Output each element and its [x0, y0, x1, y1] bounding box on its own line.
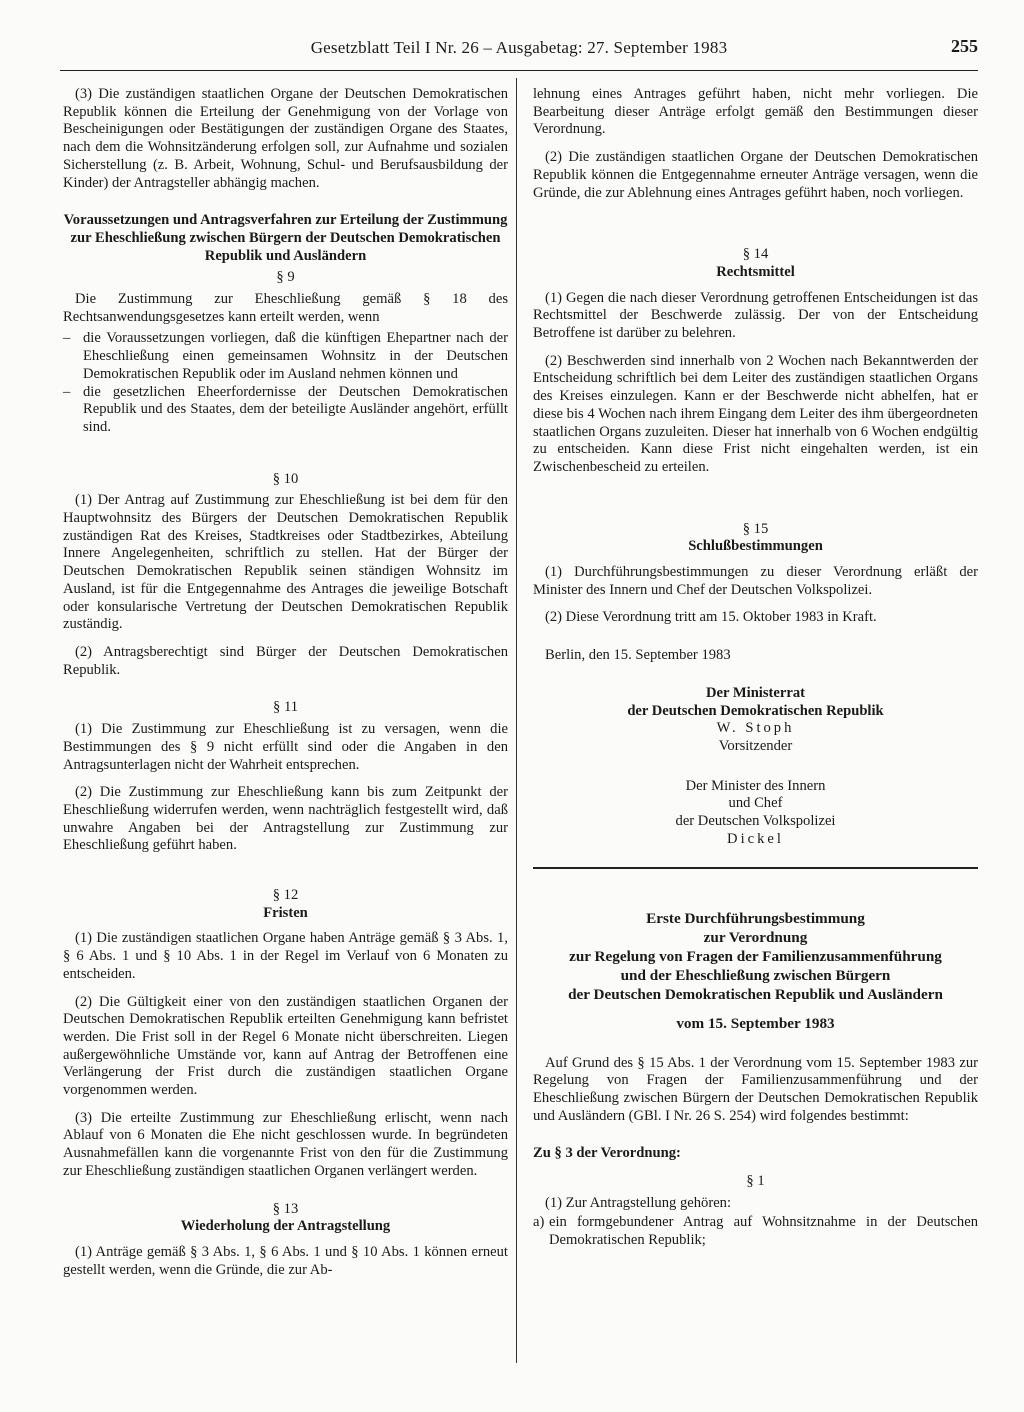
section-10-paragraph-2: (2) Antragsberechtigt sind Bürger der Deutschen Demokratischen Republik. — [63, 643, 508, 678]
section-1-paragraph-1: (1) Zur Antragstellung gehören: — [545, 1194, 732, 1211]
list-item — [533, 1214, 978, 1249]
section-10-paragraph-1: (1) Der Antrag auf Zustimmung zur Eheschließung ist bei dem für den Hauptwohnsitz des Bürgers der Deutschen Demokratischen Republik zuständigen Rat des Kreises, Stadtkreises oder Stadtbezirkes, Abteilung Innere Angelegenheiten, schriftlich zu stellen. Hat der Bürger der Deutschen Demokratischen Republik seinen ständigen Wohnsitz im Ausland, ist für die Entgegennahme des Antrages die jeweilige Botschaft oder konsularische Vertretung der Deutschen Demokratischen Republik zuständig. — [63, 492, 508, 633]
list-item — [63, 330, 508, 383]
section-12-paragraph-2: (2) Die Gültigkeit einer von den zuständigen staatlichen Organen der Deutschen Demokratischen Republik erteilten Genehmigung kann befristet werden. Die Frist soll in der Regel 6 Monate nicht überschreiten. Liegen außergewöhnliche Umstände vor, kann auf Antrag der Betroffenen eine Verlängerung der Frist durch die zuständigen staatlichen Organe vorgenommen werden. — [63, 993, 508, 1099]
intro-paragraph: Auf Grund des § 15 Abs. 1 der Verordnung vom 15. September 1983 zur Regelung von Fragen der Familienzusammenführung und der Eheschließung zwischen Bürgern der Deutschen Demokratischen Republik und Ausländern (GBl. I Nr. 26 S. 254) wird folgendes bestimmt: — [533, 1054, 978, 1124]
list-item-text: ein formgebundener Antrag auf Wohnsitznahme in der Deutschen Demokratischen Republik; — [549, 1214, 978, 1249]
header-title: Gesetzblatt Teil I Nr. 26 – Ausgabetag: 27. September 1983 — [310, 38, 728, 57]
section-10-label: § 10 — [272, 470, 299, 487]
section-13-paragraph-2: (2) Die zuständigen staatlichen Organe der Deutschen Demokratischen Republik können die Entgegennahme erneuter Anträge versagen, wenn die Gründe, die zur Ablehnung eines Antrages geführt haben, noch vorliegen. — [533, 149, 978, 201]
title-line: zur Verordnung — [703, 928, 808, 946]
section-11-paragraph-1: (1) Die Zustimmung zur Eheschließung ist zu versagen, wenn die Bestimmungen des § 9 nicht erfüllt sind oder die Angaben in den Antragsunterlagen nicht der Wahrheit entsprechen. — [63, 721, 508, 773]
section-14-title: Rechtsmittel — [716, 263, 795, 280]
document-title — [533, 909, 978, 1033]
right-column — [533, 86, 978, 1250]
section-15-title: Schlußbestimmungen — [688, 538, 823, 555]
signature-minister-line-1: Der Minister des Innern — [685, 777, 826, 794]
dash-bullet: – — [63, 383, 71, 400]
section-11-label: § 11 — [273, 699, 298, 716]
title-line: und der Eheschließung zwischen Bürgern — [620, 966, 891, 984]
signature-minister-line-2: und Chef — [728, 795, 783, 812]
signature-name-dickel: Dickel — [727, 830, 784, 847]
signature-minister-line-3: der Deutschen Volkspolizei — [675, 813, 836, 830]
signature-org-line-1: Der Ministerrat — [705, 684, 805, 701]
section-15-paragraph-2: (2) Diese Verordnung tritt am 15. Oktober 1983 in Kraft. — [545, 609, 877, 626]
subsection-heading: Zu § 3 der Verordnung: — [533, 1145, 681, 1162]
section-13-label: § 13 — [272, 1200, 299, 1217]
section-12-title: Fristen — [263, 904, 308, 921]
page-number: 255 — [951, 36, 978, 56]
left-column — [63, 86, 508, 1289]
section-12-paragraph-1: (1) Die zuständigen staatlichen Organe haben Anträge gemäß § 3 Abs. 1, § 6 Abs. 1 und § 10 Abs. 1 in der Regel im Verlauf von 6 Monaten zu entscheiden. — [63, 930, 508, 982]
section-12-label: § 12 — [272, 887, 299, 904]
signature-block-minister — [533, 778, 978, 849]
section-heading-voraussetzungen: Voraussetzungen und Antragsverfahren zur Erteilung der Zustimmung zur Eheschließung zwischen Bürgern der Deutschen Demokratischen Republik und Ausländern — [63, 212, 508, 264]
section-14-label: § 14 — [742, 246, 769, 263]
title-date: vom 15. September 1983 — [676, 1014, 835, 1032]
column-divider — [516, 78, 517, 1363]
signature-name-stoph: W. Stoph — [716, 720, 795, 737]
section-9-label: § 9 — [276, 269, 295, 286]
signature-role: Vorsitzender — [718, 737, 793, 754]
section-1-label: § 1 — [746, 1173, 765, 1190]
list-item-text: die gesetzlichen Eheerfordernisse der Deutschen Demokratischen Republik und des Staates, dem der beteiligte Ausländer angehört, erfüllt sind. — [83, 383, 508, 435]
paragraph-8-3: (3) Die zuständigen staatlichen Organe der Deutschen Demokratischen Republik können die Erteilung der Genehmigung von der Vorlage von Bescheinigungen oder Bestätigungen der zuständigen Organe des Staates, nach dem die Wohnsitzänderung erfolgen soll, zur Aufnahme und sozialen Sicherstellung (z. B. Arbeit, Wohnung, Schul- und Berufsausbildung der Kinder) der Antragsteller abhängig machen. — [63, 86, 508, 191]
title-line: zur Regelung von Fragen der Familienzusammenführung — [569, 947, 942, 965]
section-14-paragraph-1: (1) Gegen die nach dieser Verordnung getroffenen Entscheidungen ist das Rechtsmittel der Beschwerde zulässig. Der von der Entscheidung Betroffene ist darüber zu belehren. — [533, 289, 978, 342]
place-and-date: Berlin, den 15. September 1983 — [545, 647, 731, 664]
section-15-label: § 15 — [742, 520, 769, 537]
section-9-intro: Die Zustimmung zur Eheschließung gemäß § 18 des Rechtsanwendungsgesetzes kann erteilt werden, wenn — [63, 291, 508, 325]
section-11-paragraph-2: (2) Die Zustimmung zur Eheschließung kann bis zum Zeitpunkt der Eheschließung widerrufen werden, wenn nachträglich festgestellt wird, daß unwahre Angaben bei der Antragstellung zur Zustimmung zur Eheschließung geführt haben. — [63, 784, 508, 854]
list-item-text: die Voraussetzungen vorliegen, daß die künftigen Ehepartner nach der Eheschließung einen gemeinsamen Wohnsitz in der Deutschen Demokratischen Republik oder im Ausland nehmen können und — [83, 330, 508, 382]
signature-org-line-2: der Deutschen Demokratischen Republik — [627, 702, 884, 719]
section-13-paragraph-1: (1) Anträge gemäß § 3 Abs. 1, § 6 Abs. 1 und § 10 Abs. 1 können erneut gestellt werden, wenn die Gründe, die zur Ab- — [63, 1243, 508, 1278]
section-15-paragraph-1: (1) Durchführungsbestimmungen zu dieser Verordnung erläßt der Minister des Innern und Chef der Deutschen Volkspolizei. — [533, 564, 978, 598]
section-14-paragraph-2: (2) Beschwerden sind innerhalb von 2 Wochen nach Bekanntwerden der Entscheidung schriftlich bei dem Leiter des zuständigen staatlichen Organs des Kreises einzulegen. Kann er der Beschwerde nicht abhelfen, hat er diese bis 4 Wochen nach ihrem Eingang dem Leiter des ihm übergeordneten staatlichen Organs zuzuleiten. Dieser hat innerhalb von 6 Wochen endgültig zu entscheiden. Kann diese Frist nicht eingehalten werden, ist ein Zwischenbescheid zu erteilen. — [533, 352, 978, 475]
signature-block-ministerrat — [533, 685, 978, 756]
dash-bullet: – — [63, 330, 71, 347]
section-12-paragraph-3: (3) Die erteilte Zustimmung zur Eheschließung erlischt, wenn nach Ablauf von 6 Monaten die Ehe nicht geschlossen wurde. In begründeten Ausnahmefällen kann die vorgenannte Frist von den für die Zustimmung zur Eheschließung zuständigen staatlichen Organen verlängert werden. — [63, 1109, 508, 1179]
section-13-title: Wiederholung der Antragstellung — [180, 1218, 391, 1235]
section-13-paragraph-1-continued: lehnung eines Antrages geführt haben, nicht mehr vorliegen. Die Bearbeitung dieser Anträge erfolgt gemäß den Bestimmungen dieser Verordnung. — [533, 86, 978, 138]
title-line: Erste Durchführungsbestimmung — [646, 909, 865, 927]
list-item-label: a) — [533, 1214, 545, 1231]
title-line: der Deutschen Demokratischen Republik und Ausländern — [568, 985, 943, 1003]
list-item — [63, 384, 508, 437]
page-header — [60, 36, 978, 71]
